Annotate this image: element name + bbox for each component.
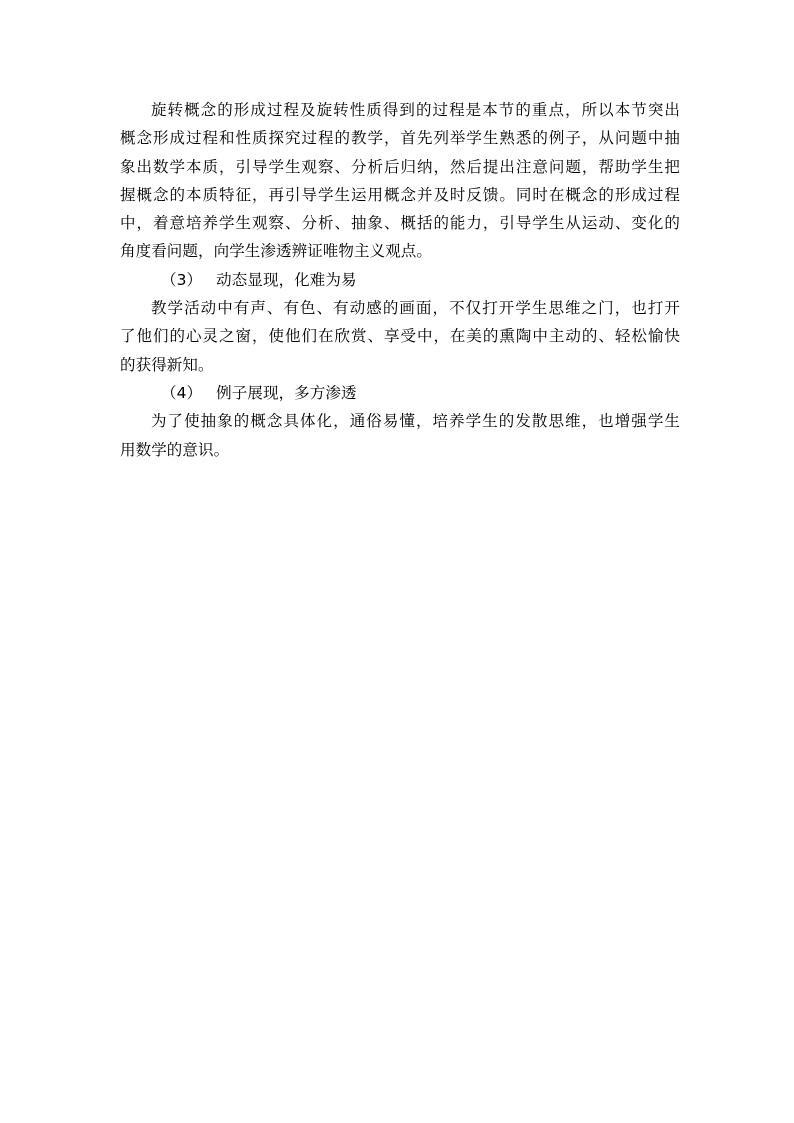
section-heading-4: [120, 379, 680, 407]
paragraph-line: 角度看问题，向学生渗透辨证唯物主义观点。: [120, 242, 433, 261]
paragraph-line: 象出数学本质，引导学生观察、分析后归纳，然后提出注意问题，帮助学生把: [120, 157, 680, 176]
paragraph-line: 概念形成过程和性质探究过程的教学，首先列举学生熟悉的例子，从问题中抽: [120, 129, 680, 148]
paragraph-line: 了他们的心灵之窗，使他们在欣赏、享受中，在美的熏陶中主动的、轻松愉快: [120, 327, 680, 346]
paragraph-line: 的获得新知。: [120, 355, 214, 374]
paragraph-line: 为了使抽象的概念具体化，通俗易懂，培养学生的发散思维，也增强学生: [151, 412, 680, 431]
paragraph-examples: [120, 407, 680, 464]
paragraph-line: 教学活动中有声、有色、有动感的画面，不仅打开学生思维之门，也打开: [151, 299, 680, 318]
section-heading-3: [120, 266, 680, 294]
paragraph-line: 握概念的本质特征，再引导学生运用概念并及时反馈。同时在概念的形成过程: [120, 185, 680, 204]
section-title: 例子展现，多方渗透: [216, 383, 357, 402]
paragraph-line: 用数学的意识。: [120, 440, 230, 459]
paragraph-dynamic-display: [120, 294, 680, 379]
section-title: 动态显现，化难为易: [216, 270, 357, 289]
section-number: （3）: [161, 270, 203, 289]
paragraph-line: 旋转概念的形成过程及旋转性质得到的过程是本节的重点，所以本节突出: [151, 101, 680, 119]
paragraph-key-points: [120, 96, 680, 266]
paragraph-line: 中，着意培养学生观察、分析、抽象、概括的能力，引导学生从运动、变化的: [120, 214, 680, 233]
document-body: [120, 96, 680, 464]
section-number: （4）: [161, 383, 203, 402]
